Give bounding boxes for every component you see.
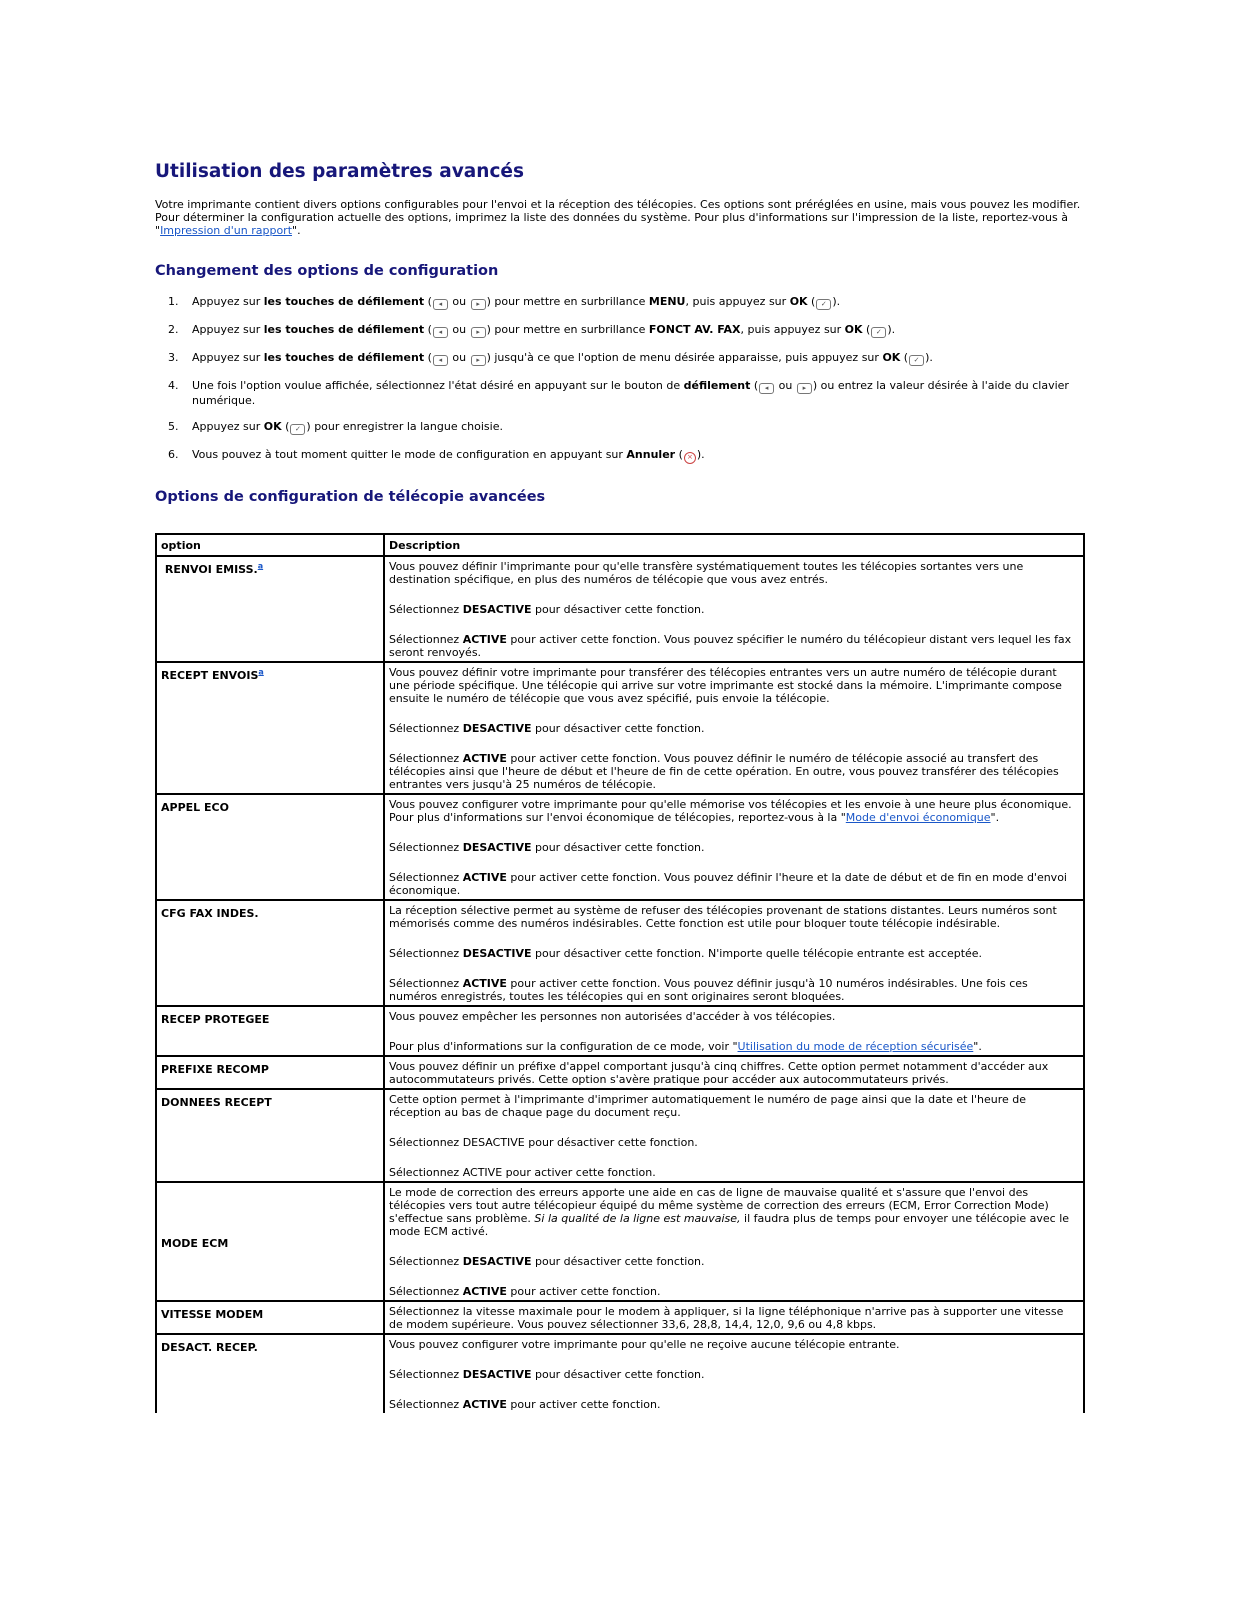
table-row [156, 900, 1084, 1006]
table-row [156, 1056, 1084, 1089]
option-description: Sélectionnez la vitesse maximale pour le modem à appliquer, si la ligne téléphonique n'arrive pas à supporter une vitesse de modem supérieure. Vous pouvez sélectionner 33,6, 28,8, 14,4, 12,0, 9,6 ou 4,8 kbps. [384, 1301, 1084, 1334]
steps-list [155, 295, 1083, 464]
step-item: 2. Appuyez sur les touches de défilement ( ◂ ou ▸ ) pour mettre en surbrillance FONCT AV. FAX, puis appuyez sur OK ( ✓ ). [168, 323, 896, 336]
section-heading-config-change: Changement des options de configuration [155, 263, 499, 279]
section-heading-advanced-fax: Options de configuration de télécopie avancées [155, 489, 546, 505]
link-mode-envoi-economique[interactable]: Mode d'envoi économique [845, 811, 991, 824]
table-header-row [156, 534, 1084, 556]
step-item: 5. Appuyez sur OK ( ✓ ) pour enregistrer la langue choisie. [168, 420, 503, 433]
footnote-link[interactable]: a [257, 561, 264, 571]
option-description: Vous pouvez définir l'imprimante pour qu'elle transfère systématiquement toutes les télécopies sortantes vers une destination spécifique, en plus des numéros de télécopie que vous avez entrés. Sélectionnez DESACTIVE pour désactiver cette fonction. Sélectionnez ACTIVE pour activer cette fonction. Vous pouvez spécifier le numéro du télécopieur distant vers lequel les fax seront renvoyés. [384, 556, 1084, 662]
table-row [156, 662, 1084, 794]
table-row [156, 794, 1084, 900]
option-description: Vous pouvez configurer votre imprimante pour qu'elle ne reçoive aucune télécopie entrante. Sélectionnez DESACTIVE pour désactiver cette fonction. Sélectionnez ACTIVE pour activer cette fonction. [384, 1334, 1084, 1413]
option-name: DONNEES RECEPT [156, 1089, 384, 1182]
link-impression-rapport[interactable]: Impression d'un rapport [160, 224, 293, 237]
option-name: PREFIXE RECOMP [156, 1056, 384, 1089]
option-description: Vous pouvez empêcher les personnes non autorisées d'accéder à vos télécopies. Pour plus d'informations sur la configuration de ce mode, voir "Utilisation du mode de réception sécurisée". [384, 1006, 1084, 1056]
step-item: 3. Appuyez sur les touches de défilement ( ◂ ou ▸ ) jusqu'à ce que l'option de menu désirée apparaisse, puis appuyez sur OK ( ✓ ). [168, 351, 933, 364]
option-name: VITESSE MODEM [156, 1301, 384, 1334]
option-description: Vous pouvez configurer votre imprimante pour qu'elle mémorise vos télécopies et les envoie à une heure plus économique. Pour plus d'informations sur l'envoi économique de télécopies, reportez-vous à la "Mode d'envoi économique". Sélectionnez DESACTIVE pour désactiver cette fonction. Sélectionnez ACTIVE pour activer cette fonction. Vous pouvez définir l'heure et la date de début et de fin en mode d'envoi économique. [384, 794, 1084, 900]
scroll-left-key-icon: ◂ [433, 327, 448, 338]
cancel-key-icon: × [684, 452, 696, 464]
page-title: Utilisation des paramètres avancés [155, 161, 524, 182]
document-content [155, 160, 1083, 1413]
ok-key-icon: ✓ [290, 424, 305, 435]
option-description: Cette option permet à l'imprimante d'imprimer automatiquement le numéro de page ainsi que la date et l'heure de réception au bas de chaque page du document reçu. Sélectionnez DESACTIVE pour désactiver cette fonction. Sélectionnez ACTIVE pour activer cette fonction. [384, 1089, 1084, 1182]
ok-key-icon: ✓ [909, 355, 924, 366]
scroll-right-key-icon: ▸ [797, 383, 812, 394]
option-name: APPEL ECO [156, 794, 384, 900]
scroll-left-key-icon: ◂ [433, 355, 448, 366]
option-name: CFG FAX INDES. [156, 900, 384, 1006]
ok-key-icon: ✓ [871, 327, 886, 338]
step-item: 4. Une fois l'option voulue affichée, sélectionnez l'état désiré en appuyant sur le bouton de défilement ( ◂ ou ▸ ) ou entrez la valeur désirée à l'aide du clavier numérique. [168, 379, 1069, 407]
option-name: RECEP PROTEGEE [156, 1006, 384, 1056]
option-description: Vous pouvez définir un préfixe d'appel comportant jusqu'à cinq chiffres. Cette option permet notamment d'accéder aux autocommutateurs privés. Cette option s'avère pratique pour accéder aux autocommutateurs privés. [384, 1056, 1084, 1089]
scroll-left-key-icon: ◂ [433, 299, 448, 310]
option-name: RENVOI EMISS.$^a$ [156, 556, 384, 662]
option-name: MODE ECM [156, 1182, 384, 1301]
table-row [156, 1334, 1084, 1413]
step-item: 6. Vous pouvez à tout moment quitter le mode de configuration en appuyant sur Annuler ( × ). [155, 448, 1083, 464]
table-row [156, 1182, 1084, 1301]
option-name: RECEPT ENVOIS$^a$ [156, 662, 384, 794]
scroll-left-key-icon: ◂ [759, 383, 774, 394]
link-reception-securisee[interactable]: Utilisation du mode de réception sécurisée [737, 1040, 974, 1053]
option-name: DESACT. RECEP. [156, 1334, 384, 1413]
option-description: Vous pouvez définir votre imprimante pour transférer des télécopies entrantes vers un autre numéro de télécopie durant une période spécifique. Une télécopie qui arrive sur votre imprimante est stocké dans la mémoire. L'imprimante compose ensuite le numéro de télécopie que vous avez spécifié, puis envoie la télécopie. Sélectionnez DESACTIVE pour désactiver cette fonction. Sélectionnez ACTIVE pour activer cette fonction. Vous pouvez définir le numéro de télécopie associé au transfert des télécopies ainsi que l'heure de début et l'heure de fin de cette opération. En outre, vous pouvez transférer des télécopies entrantes vers jusqu'à 25 numéros de télécopie. [384, 662, 1084, 794]
step-item: 1. Appuyez sur les touches de défilement ( ◂ ou ▸ ) pour mettre en surbrillance MENU, puis appuyez sur OK ( ✓ ). [168, 295, 841, 308]
column-header-option: option [156, 534, 384, 556]
table-row [156, 1006, 1084, 1056]
column-header-description: Description [384, 534, 1084, 556]
ok-key-icon: ✓ [816, 299, 831, 310]
table-row [156, 1089, 1084, 1182]
intro-paragraph: Votre imprimante contient divers options configurables pour l'envoi et la réception des télécopies. Ces options sont préréglées en usine, mais vous pouvez les modifier. Pour déterminer la configuration actuelle des options, imprimez la liste des données du système. Pour plus d'informations sur l'impression de la liste, reportez-vous à "Impression d'un rapport". [155, 198, 1081, 237]
footnote-link[interactable]: a [258, 667, 264, 677]
option-description: Le mode de correction des erreurs apporte une aide en cas de ligne de mauvaise qualité et s'assure que l'envoi des télécopies vers tout autre télécopieur équipé du même système de correction des erreurs (ECM, Error Correction Mode) s'effectue sans problème. Si la qualité de la ligne est mauvaise, il faudra plus de temps pour envoyer une télécopie avec le mode ECM activé. Sélectionnez DESACTIVE pour désactiver cette fonction. Sélectionnez ACTIVE pour activer cette fonction. [384, 1182, 1084, 1301]
scroll-right-key-icon: ▸ [471, 299, 486, 310]
scroll-right-key-icon: ▸ [471, 355, 486, 366]
option-description: La réception sélective permet au système de refuser des télécopies provenant de stations distantes. Leurs numéros sont mémorisés comme des numéros indésirables. Cette fonction est utile pour bloquer toute télécopie indésirable. Sélectionnez DESACTIVE pour désactiver cette fonction. N'importe quelle télécopie entrante est acceptée. Sélectionnez ACTIVE pour activer cette fonction. Vous pouvez définir jusqu'à 10 numéros indésirables. Une fois ces numéros enregistrés, toutes les télécopies qui en sont originaires seront bloquées. [384, 900, 1084, 1006]
table-row [156, 1301, 1084, 1334]
options-table [155, 533, 1085, 1413]
table-row [156, 556, 1084, 662]
scroll-right-key-icon: ▸ [471, 327, 486, 338]
